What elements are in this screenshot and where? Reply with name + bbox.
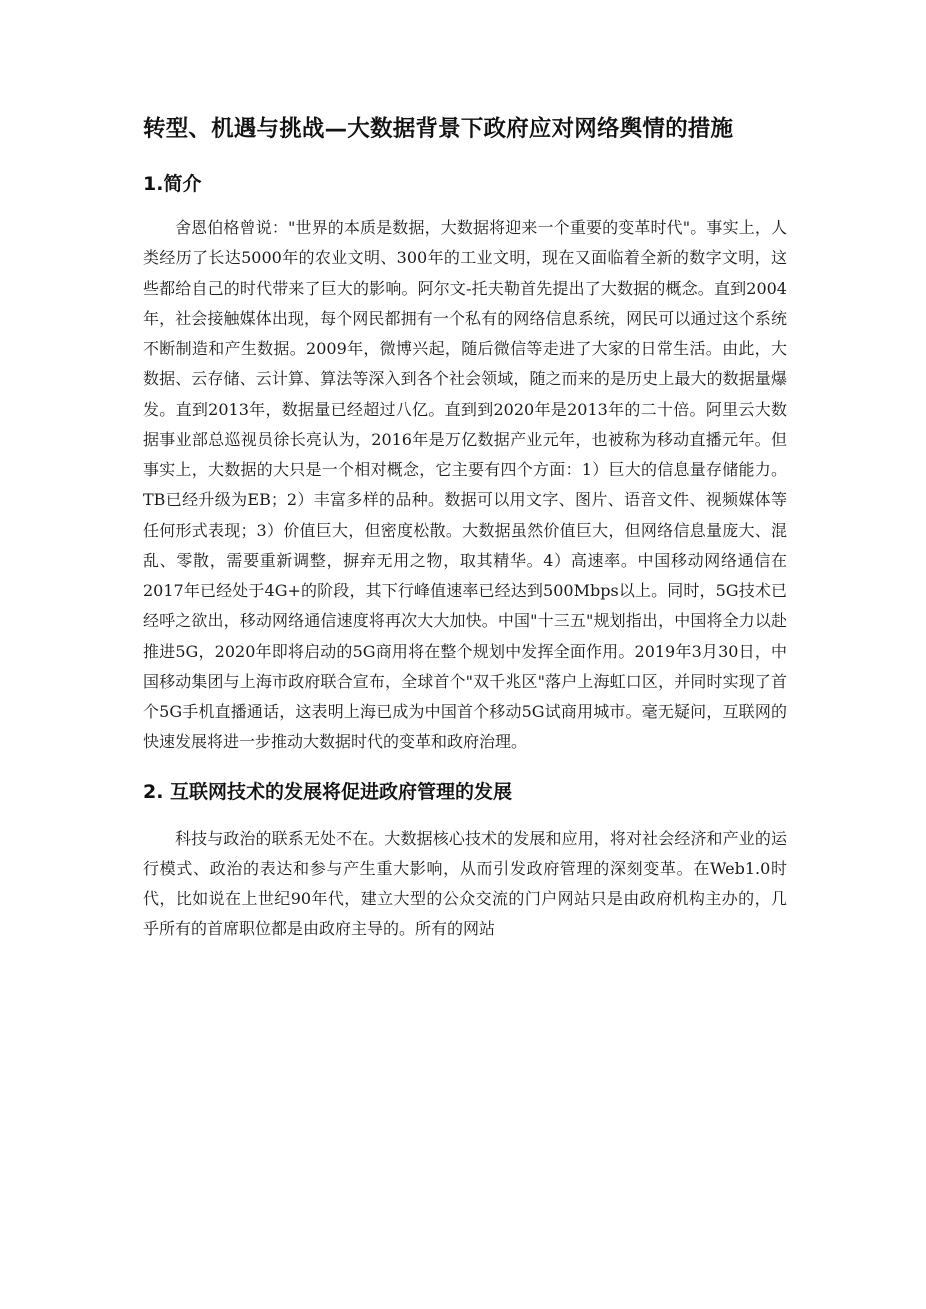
document-body xyxy=(143,108,787,945)
document-title: 转型、机遇与挑战—大数据背景下政府应对网络舆情的措施 xyxy=(143,116,734,142)
section-paragraph-introduction: 舍恩伯格曾说："世界的本质是数据，大数据将迎来一个重要的变革时代"。事实上，人类经历了长达5000年的农业文明、300年的工业文明，现在又面临着全新的数字文明，这些都给自己的时代带来了巨大的影响。阿尔文-托夫勒首先提出了大数据的概念。直到2004年，社会接触媒体出现，每个网民都拥有一个私有的网络信息系统，网民可以通过这个系统不断制造和产生数据。2009年，微博兴起，随后微信等走进了大家的日常生活。由此，大数据、云存储、云计算、算法等深入到各个社会领域，随之而来的是历史上最大的数据量爆发。直到2013年，数据量已经超过八亿。直到到2020年是2013年的二十倍。阿里云大数据事业部总巡视员徐长亮认为，2016年是万亿数据产业元年，也被称为移动直播元年。但事实上，大数据的大只是一个相对概念，它主要有四个方面：1）巨大的信息量存储能力。TB已经升级为EB；2）丰富多样的品种。数据可以用文字、图片、语音文件、视频媒体等任何形式表现；3）价值巨大，但密度松散。大数据虽然价值巨大，但网络信息量庞大、混乱、零散，需要重新调整，摒弃无用之物，取其精华。4）高速率。中国移动网络通信在2017年已经处于4G+的阶段，其下行峰值速率已经达到500Mbps以上。同时，5G技术已经呼之欲出，移动网络通信速度将再次大大加快。中国"十三五"规划指出，中国将全力以赴推进5G，2020年即将启动的5G商用将在整个规划中发挥全面作用。2019年3月30日，中国移动集团与上海市政府联合宣布，全球首个"双千兆区"落户上海虹口区，并同时实现了首个5G手机直播通话，这表明上海已成为中国首个移动5G试商用城市。毫无疑问，互联网的快速发展将进一步推动大数据时代的变革和政府治理。 xyxy=(143,218,787,752)
section-heading-introduction: 1.简介 xyxy=(143,173,202,195)
section-paragraph-internet-technology: 科技与政治的联系无处不在。大数据核心技术的发展和应用，将对社会经济和产业的运行模式、政治的表达和参与产生重大影响，从而引发政府管理的深刻变革。在Web1.0时代，比如说在上世纪90年代，建立大型的公众交流的门户网站只是由政府机构主办的，几乎所有的首席职位都是由政府主导的。所有的网站 xyxy=(143,828,787,939)
section-heading-internet-technology: 2. 互联网技术的发展将促进政府管理的发展 xyxy=(143,780,513,803)
